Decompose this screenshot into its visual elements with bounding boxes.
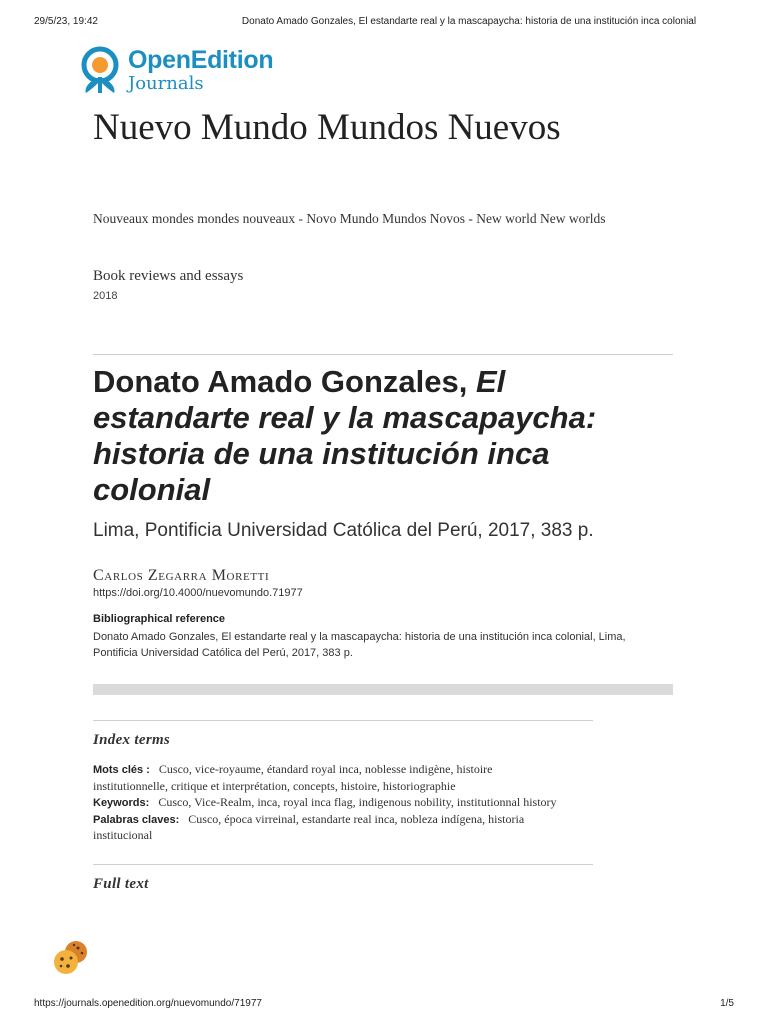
section-name[interactable]: Book reviews and essays bbox=[93, 268, 244, 284]
author-name[interactable]: Carlos Zegarra Moretti bbox=[93, 567, 270, 584]
index-terms-heading: Index terms bbox=[93, 732, 171, 748]
doi-link[interactable]: https://doi.org/10.4000/nuevomundo.71977 bbox=[93, 587, 303, 599]
divider bbox=[93, 720, 593, 721]
openedition-logo-icon bbox=[78, 45, 122, 95]
logo-main-text: OpenEdition bbox=[128, 45, 274, 74]
index-terms-list bbox=[93, 762, 563, 845]
openedition-logo-link[interactable] bbox=[78, 44, 308, 96]
index-label: Palabras claves: bbox=[93, 813, 180, 826]
print-datetime: 29/5/23, 19:42 bbox=[34, 16, 98, 27]
index-row-mots-cles bbox=[93, 762, 563, 795]
logo-wordmark bbox=[128, 45, 274, 94]
print-header bbox=[34, 12, 734, 28]
toolbar-placeholder-bar bbox=[93, 684, 673, 695]
index-values[interactable]: Cusco, época virreinal, estandarte real inca, nobleza indígena, historia institucional bbox=[93, 811, 525, 842]
cookie-settings-button[interactable] bbox=[52, 938, 92, 976]
cookie-icon bbox=[52, 963, 92, 980]
print-document-title: Donato Amado Gonzales, El estandarte real y la mascapaycha: historia de una institución inca colonial bbox=[241, 16, 697, 27]
index-values[interactable]: Cusco, Vice-Realm, inca, royal inca flag, indigenous nobility, institutionnal history bbox=[158, 795, 557, 809]
index-label: Mots clés : bbox=[93, 764, 150, 776]
print-footer bbox=[34, 998, 734, 1012]
index-row-keywords bbox=[93, 795, 563, 812]
article-title-book: El estandarte real y la mascapaycha: historia de una institución inca colonial bbox=[93, 364, 597, 507]
divider bbox=[93, 354, 673, 355]
page-number: 1/5 bbox=[720, 998, 734, 1009]
index-values[interactable]: Cusco, vice-royaume, étandard royal inca, noblesse indigène, histoire institutionnelle, critique et interprétation, concepts, histoire, historiographie bbox=[93, 762, 493, 793]
article-title bbox=[93, 364, 653, 508]
index-row-palabras-claves bbox=[93, 812, 563, 845]
bibliography-text: Donato Amado Gonzales, El estandarte real y la mascapaycha: historia de una institución inca colonial, Lima, Pontificia Universidad Católica del Perú, 2017, 383 p. bbox=[93, 631, 626, 659]
article-subtitle: Lima, Pontificia Universidad Católica del Perú, 2017, 383 p. bbox=[93, 520, 594, 541]
bibliography-heading: Bibliographical reference bbox=[93, 613, 226, 625]
journal-subtitle: Nouveaux mondes mondes nouveaux - Novo Mundo Mundos Novos - New world New worlds bbox=[93, 211, 606, 226]
journal-title[interactable]: Nuevo Mundo Mundos Nuevos bbox=[93, 107, 561, 148]
logo-sub-text: Journals bbox=[128, 72, 204, 94]
article-title-author: Donato Amado Gonzales, bbox=[93, 364, 476, 399]
full-text-heading: Full text bbox=[93, 876, 149, 892]
print-url: https://journals.openedition.org/nuevomundo/71977 bbox=[34, 998, 262, 1009]
index-label: Keywords: bbox=[93, 797, 150, 809]
divider bbox=[93, 864, 593, 865]
issue-year[interactable]: 2018 bbox=[93, 290, 118, 302]
